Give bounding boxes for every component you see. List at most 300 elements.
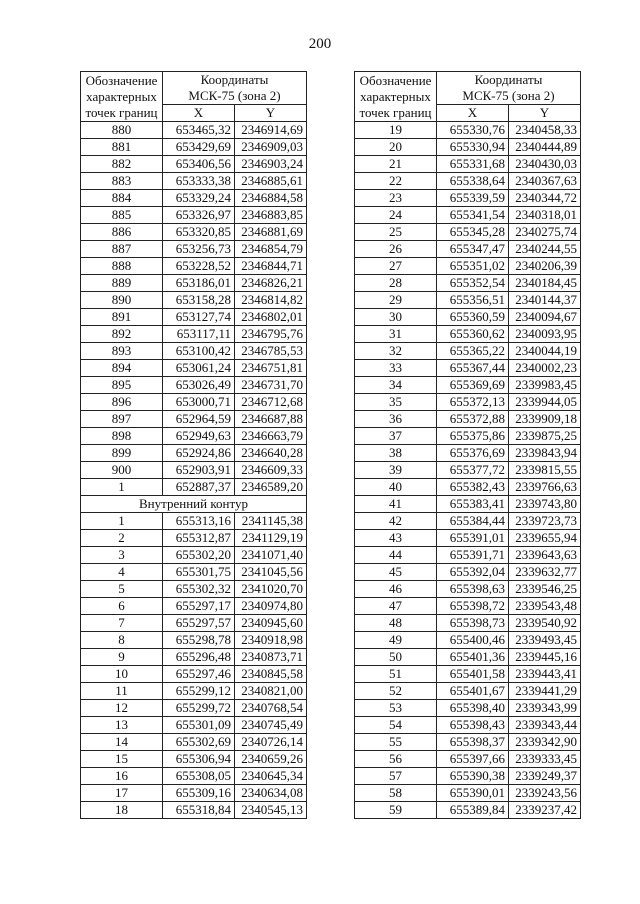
y-coordinate-cell: 2339333,45: [509, 751, 581, 768]
x-coordinate-cell: 655384,44: [437, 513, 509, 530]
table-row: [355, 496, 581, 513]
x-coordinate-cell: 655352,54: [437, 275, 509, 292]
table-row: [355, 530, 581, 547]
x-coordinate-cell: 655401,67: [437, 683, 509, 700]
header-designation-line2: характерных: [86, 88, 157, 104]
y-coordinate-cell: 2340275,74: [509, 224, 581, 241]
table-row: [355, 241, 581, 258]
table-row: [355, 751, 581, 768]
x-coordinate-cell: 655398,73: [437, 615, 509, 632]
point-number-cell: 38: [355, 445, 437, 462]
y-coordinate-cell: 2346814,82: [235, 292, 307, 309]
y-coordinate-cell: 2339243,56: [509, 785, 581, 802]
table-row: [81, 445, 307, 462]
x-coordinate-cell: 655389,84: [437, 802, 509, 819]
table-row: [355, 428, 581, 445]
point-number-cell: 57: [355, 768, 437, 785]
point-number-cell: 900: [81, 462, 163, 479]
x-coordinate-cell: 653000,71: [163, 394, 235, 411]
point-number-cell: 33: [355, 360, 437, 377]
x-coordinate-cell: 655398,40: [437, 700, 509, 717]
y-coordinate-cell: 2340344,72: [509, 190, 581, 207]
table-row: [81, 309, 307, 326]
point-number-cell: 893: [81, 343, 163, 360]
y-coordinate-cell: 2346640,28: [235, 445, 307, 462]
table-row: [81, 122, 307, 139]
point-number-cell: 39: [355, 462, 437, 479]
point-number-cell: 27: [355, 258, 437, 275]
point-number-cell: 895: [81, 377, 163, 394]
y-coordinate-cell: 2340093,95: [509, 326, 581, 343]
y-coordinate-cell: 2339343,99: [509, 700, 581, 717]
table-row: [81, 632, 307, 649]
x-coordinate-cell: 655351,02: [437, 258, 509, 275]
table-row: [355, 275, 581, 292]
point-number-cell: 29: [355, 292, 437, 309]
y-coordinate-cell: 2340144,37: [509, 292, 581, 309]
table-row: [81, 598, 307, 615]
point-number-cell: 884: [81, 190, 163, 207]
x-coordinate-cell: 653117,11: [163, 326, 235, 343]
x-coordinate-cell: 655360,62: [437, 326, 509, 343]
y-coordinate-cell: 2340726,14: [235, 734, 307, 751]
x-coordinate-cell: 652887,37: [163, 479, 235, 496]
x-coordinate-cell: 655372,13: [437, 394, 509, 411]
table-row: [81, 666, 307, 683]
point-number-cell: 42: [355, 513, 437, 530]
y-coordinate-cell: 2340545,13: [235, 802, 307, 819]
y-coordinate-cell: 2346687,88: [235, 411, 307, 428]
point-number-cell: 12: [81, 700, 163, 717]
y-coordinate-cell: 2340184,45: [509, 275, 581, 292]
x-coordinate-cell: 652949,63: [163, 428, 235, 445]
point-number-cell: 890: [81, 292, 163, 309]
x-coordinate-cell: 655297,46: [163, 666, 235, 683]
x-coordinate-cell: 653158,28: [163, 292, 235, 309]
point-number-cell: 13: [81, 717, 163, 734]
y-coordinate-cell: 2341020,70: [235, 581, 307, 598]
point-number-cell: 10: [81, 666, 163, 683]
header-system: [163, 88, 307, 105]
y-coordinate-cell: 2340974,80: [235, 598, 307, 615]
point-number-cell: 3: [81, 547, 163, 564]
y-coordinate-cell: 2339643,63: [509, 547, 581, 564]
table-row: [81, 581, 307, 598]
y-coordinate-cell: 2339445,16: [509, 649, 581, 666]
y-coordinate-cell: 2340645,34: [235, 768, 307, 785]
table-row: [81, 394, 307, 411]
header-y: Y: [509, 105, 581, 122]
x-coordinate-cell: 655299,72: [163, 700, 235, 717]
point-number-cell: 28: [355, 275, 437, 292]
y-coordinate-cell: 2340821,00: [235, 683, 307, 700]
table-row: [81, 649, 307, 666]
point-number-cell: 897: [81, 411, 163, 428]
x-coordinate-cell: 655312,87: [163, 530, 235, 547]
y-coordinate-cell: 2340002,23: [509, 360, 581, 377]
table-row: [81, 207, 307, 224]
point-number-cell: 8: [81, 632, 163, 649]
y-coordinate-cell: 2340206,39: [509, 258, 581, 275]
header-coordinates: [437, 72, 581, 89]
table-row: [355, 292, 581, 309]
header-coordinates-line2: МСК-75 (зона 2): [188, 88, 281, 103]
x-coordinate-cell: 655401,36: [437, 649, 509, 666]
point-number-cell: 59: [355, 802, 437, 819]
y-coordinate-cell: 2339766,63: [509, 479, 581, 496]
table-row: [81, 734, 307, 751]
table-row: [355, 564, 581, 581]
y-coordinate-cell: 2340458,33: [509, 122, 581, 139]
section-label: Внутренний контур: [81, 496, 307, 513]
y-coordinate-cell: 2346751,81: [235, 360, 307, 377]
x-coordinate-cell: 655296,48: [163, 649, 235, 666]
y-coordinate-cell: 2339944,05: [509, 394, 581, 411]
y-coordinate-cell: 2340845,58: [235, 666, 307, 683]
table-row: [355, 122, 581, 139]
table-row: [355, 224, 581, 241]
x-coordinate-cell: 655360,59: [437, 309, 509, 326]
point-number-cell: 889: [81, 275, 163, 292]
y-coordinate-cell: 2346663,79: [235, 428, 307, 445]
x-coordinate-cell: 655398,37: [437, 734, 509, 751]
y-coordinate-cell: 2339875,25: [509, 428, 581, 445]
point-number-cell: 886: [81, 224, 163, 241]
point-number-cell: 1: [81, 513, 163, 530]
y-coordinate-cell: 2346826,21: [235, 275, 307, 292]
table-row: [355, 360, 581, 377]
point-number-cell: 888: [81, 258, 163, 275]
x-coordinate-cell: 655330,76: [437, 122, 509, 139]
y-coordinate-cell: 2339441,29: [509, 683, 581, 700]
x-coordinate-cell: 655302,32: [163, 581, 235, 598]
y-coordinate-cell: 2339723,73: [509, 513, 581, 530]
x-coordinate-cell: 653429,69: [163, 139, 235, 156]
y-coordinate-cell: 2340044,19: [509, 343, 581, 360]
table-row: [81, 462, 307, 479]
point-number-cell: 48: [355, 615, 437, 632]
point-number-cell: 24: [355, 207, 437, 224]
y-coordinate-cell: 2341071,40: [235, 547, 307, 564]
x-coordinate-cell: 655398,72: [437, 598, 509, 615]
point-number-cell: 58: [355, 785, 437, 802]
y-coordinate-cell: 2346712,68: [235, 394, 307, 411]
table-row: [355, 649, 581, 666]
point-number-cell: 4: [81, 564, 163, 581]
table-row: [81, 615, 307, 632]
point-number-cell: 25: [355, 224, 437, 241]
table-row: [81, 751, 307, 768]
point-number-cell: 898: [81, 428, 163, 445]
y-coordinate-cell: 2340745,49: [235, 717, 307, 734]
y-coordinate-cell: 2339342,90: [509, 734, 581, 751]
x-coordinate-cell: 655313,16: [163, 513, 235, 530]
point-number-cell: 34: [355, 377, 437, 394]
table-row: [355, 768, 581, 785]
point-number-cell: 894: [81, 360, 163, 377]
header-coordinates-line2: МСК-75 (зона 2): [462, 88, 555, 103]
table-row: [355, 139, 581, 156]
y-coordinate-cell: 2346802,01: [235, 309, 307, 326]
x-coordinate-cell: 655301,75: [163, 564, 235, 581]
table-row: [355, 479, 581, 496]
x-coordinate-cell: 655345,28: [437, 224, 509, 241]
table-row: [355, 156, 581, 173]
y-coordinate-cell: 2346883,85: [235, 207, 307, 224]
y-coordinate-cell: 2339815,55: [509, 462, 581, 479]
point-number-cell: 17: [81, 785, 163, 802]
header-coordinates: [163, 72, 307, 89]
x-coordinate-cell: 655382,43: [437, 479, 509, 496]
y-coordinate-cell: 2339443,41: [509, 666, 581, 683]
point-number-cell: 1: [81, 479, 163, 496]
x-coordinate-cell: 655367,44: [437, 360, 509, 377]
point-number-cell: 51: [355, 666, 437, 683]
table-row: [81, 343, 307, 360]
point-number-cell: 21: [355, 156, 437, 173]
header-designation: [81, 72, 163, 122]
x-coordinate-cell: 653026,49: [163, 377, 235, 394]
point-number-cell: 20: [355, 139, 437, 156]
point-number-cell: 887: [81, 241, 163, 258]
table-row: [81, 326, 307, 343]
x-coordinate-cell: 652964,59: [163, 411, 235, 428]
y-coordinate-cell: 2346844,71: [235, 258, 307, 275]
point-number-cell: 30: [355, 309, 437, 326]
point-number-cell: 11: [81, 683, 163, 700]
x-coordinate-cell: 653127,74: [163, 309, 235, 326]
table-body-right: [355, 122, 581, 819]
table-row: [81, 292, 307, 309]
x-coordinate-cell: 655330,94: [437, 139, 509, 156]
point-number-cell: 47: [355, 598, 437, 615]
header-designation-line3: точек границ: [85, 104, 158, 120]
table-row: [81, 768, 307, 785]
point-number-cell: 885: [81, 207, 163, 224]
table-row: [355, 547, 581, 564]
table-row: [81, 275, 307, 292]
x-coordinate-cell: 655365,22: [437, 343, 509, 360]
page-number: 200: [308, 36, 332, 52]
point-number-cell: 41: [355, 496, 437, 513]
point-number-cell: 31: [355, 326, 437, 343]
y-coordinate-cell: 2346795,76: [235, 326, 307, 343]
y-coordinate-cell: 2346884,58: [235, 190, 307, 207]
y-coordinate-cell: 2340873,71: [235, 649, 307, 666]
y-coordinate-cell: 2346609,33: [235, 462, 307, 479]
x-coordinate-cell: 655301,09: [163, 717, 235, 734]
point-number-cell: 896: [81, 394, 163, 411]
y-coordinate-cell: 2339546,25: [509, 581, 581, 598]
y-coordinate-cell: 2340918,98: [235, 632, 307, 649]
x-coordinate-cell: 655308,05: [163, 768, 235, 785]
x-coordinate-cell: 652924,86: [163, 445, 235, 462]
point-number-cell: 7: [81, 615, 163, 632]
point-number-cell: 880: [81, 122, 163, 139]
point-number-cell: 46: [355, 581, 437, 598]
table-row: [355, 445, 581, 462]
x-coordinate-cell: 655375,86: [437, 428, 509, 445]
point-number-cell: 26: [355, 241, 437, 258]
table-row: [355, 717, 581, 734]
table-row: [355, 258, 581, 275]
point-number-cell: 19: [355, 122, 437, 139]
table-row: [355, 411, 581, 428]
x-coordinate-cell: 655318,84: [163, 802, 235, 819]
y-coordinate-cell: 2346785,53: [235, 343, 307, 360]
y-coordinate-cell: 2339237,42: [509, 802, 581, 819]
table-row: [355, 173, 581, 190]
point-number-cell: 56: [355, 751, 437, 768]
table-row: [355, 394, 581, 411]
x-coordinate-cell: 655391,01: [437, 530, 509, 547]
y-coordinate-cell: 2339543,48: [509, 598, 581, 615]
table-row: [355, 581, 581, 598]
x-coordinate-cell: 655372,88: [437, 411, 509, 428]
x-coordinate-cell: 655302,69: [163, 734, 235, 751]
point-number-cell: 883: [81, 173, 163, 190]
table-row: [355, 632, 581, 649]
x-coordinate-cell: 655309,16: [163, 785, 235, 802]
x-coordinate-cell: 655338,64: [437, 173, 509, 190]
y-coordinate-cell: 2339493,45: [509, 632, 581, 649]
x-coordinate-cell: 653326,97: [163, 207, 235, 224]
x-coordinate-cell: 653100,42: [163, 343, 235, 360]
y-coordinate-cell: 2346885,61: [235, 173, 307, 190]
x-coordinate-cell: 655302,20: [163, 547, 235, 564]
point-number-cell: 18: [81, 802, 163, 819]
table-row: [355, 666, 581, 683]
table-row: [81, 258, 307, 275]
header-designation-line1: Обозначение: [85, 72, 158, 88]
x-coordinate-cell: 653061,24: [163, 360, 235, 377]
y-coordinate-cell: 2340318,01: [509, 207, 581, 224]
y-coordinate-cell: 2346909,03: [235, 139, 307, 156]
x-coordinate-cell: 655306,94: [163, 751, 235, 768]
point-number-cell: 53: [355, 700, 437, 717]
table-row: [355, 462, 581, 479]
header-designation-line1: Обозначение: [359, 72, 432, 88]
table-row: [355, 190, 581, 207]
table-row: [81, 139, 307, 156]
point-number-cell: 49: [355, 632, 437, 649]
y-coordinate-cell: 2339655,94: [509, 530, 581, 547]
table-row: [81, 173, 307, 190]
x-coordinate-cell: 653320,85: [163, 224, 235, 241]
table-row: [81, 496, 307, 513]
x-coordinate-cell: 653465,32: [163, 122, 235, 139]
x-coordinate-cell: 655376,69: [437, 445, 509, 462]
point-number-cell: 40: [355, 479, 437, 496]
point-number-cell: 22: [355, 173, 437, 190]
point-number-cell: 44: [355, 547, 437, 564]
table-row: [355, 785, 581, 802]
x-coordinate-cell: 655299,12: [163, 683, 235, 700]
y-coordinate-cell: 2339743,80: [509, 496, 581, 513]
header-designation: [355, 72, 437, 122]
x-coordinate-cell: 655392,04: [437, 564, 509, 581]
y-coordinate-cell: 2340430,03: [509, 156, 581, 173]
point-number-cell: 5: [81, 581, 163, 598]
table-row: [81, 224, 307, 241]
point-number-cell: 891: [81, 309, 163, 326]
point-number-cell: 32: [355, 343, 437, 360]
table-row: [81, 360, 307, 377]
point-number-cell: 45: [355, 564, 437, 581]
header-y: Y: [235, 105, 307, 122]
y-coordinate-cell: 2340244,55: [509, 241, 581, 258]
x-coordinate-cell: 655341,54: [437, 207, 509, 224]
y-coordinate-cell: 2339343,44: [509, 717, 581, 734]
y-coordinate-cell: 2339540,92: [509, 615, 581, 632]
y-coordinate-cell: 2339632,77: [509, 564, 581, 581]
y-coordinate-cell: 2346731,70: [235, 377, 307, 394]
table-row: [355, 207, 581, 224]
y-coordinate-cell: 2341145,38: [235, 513, 307, 530]
y-coordinate-cell: 2346589,20: [235, 479, 307, 496]
table-row: [355, 513, 581, 530]
y-coordinate-cell: 2340094,67: [509, 309, 581, 326]
table-row: [355, 734, 581, 751]
x-coordinate-cell: 655397,66: [437, 751, 509, 768]
coordinates-table-right: [354, 71, 581, 819]
table-row: [81, 802, 307, 819]
y-coordinate-cell: 2339249,37: [509, 768, 581, 785]
x-coordinate-cell: 655390,38: [437, 768, 509, 785]
x-coordinate-cell: 655391,71: [437, 547, 509, 564]
x-coordinate-cell: 655390,01: [437, 785, 509, 802]
point-number-cell: 52: [355, 683, 437, 700]
table-row: [81, 190, 307, 207]
header-x: X: [437, 105, 509, 122]
point-number-cell: 899: [81, 445, 163, 462]
y-coordinate-cell: 2339909,18: [509, 411, 581, 428]
table-row: [355, 343, 581, 360]
x-coordinate-cell: 655369,69: [437, 377, 509, 394]
y-coordinate-cell: 2341129,19: [235, 530, 307, 547]
table-row: [355, 309, 581, 326]
table-row: [81, 683, 307, 700]
y-coordinate-cell: 2340367,63: [509, 173, 581, 190]
header-x: X: [163, 105, 235, 122]
y-coordinate-cell: 2346903,24: [235, 156, 307, 173]
y-coordinate-cell: 2346881,69: [235, 224, 307, 241]
x-coordinate-cell: 655297,57: [163, 615, 235, 632]
x-coordinate-cell: 655398,63: [437, 581, 509, 598]
table-row: [81, 564, 307, 581]
table-row: [81, 717, 307, 734]
point-number-cell: 35: [355, 394, 437, 411]
table-row: [81, 411, 307, 428]
point-number-cell: 892: [81, 326, 163, 343]
table-row: [81, 530, 307, 547]
point-number-cell: 15: [81, 751, 163, 768]
header-designation-line3: точек границ: [359, 104, 432, 120]
y-coordinate-cell: 2340634,08: [235, 785, 307, 802]
y-coordinate-cell: 2346914,69: [235, 122, 307, 139]
table-row: [81, 428, 307, 445]
y-coordinate-cell: 2339983,45: [509, 377, 581, 394]
x-coordinate-cell: 655297,17: [163, 598, 235, 615]
point-number-cell: 50: [355, 649, 437, 666]
table-row: [81, 700, 307, 717]
point-number-cell: 43: [355, 530, 437, 547]
point-number-cell: 14: [81, 734, 163, 751]
x-coordinate-cell: 655356,51: [437, 292, 509, 309]
point-number-cell: 37: [355, 428, 437, 445]
y-coordinate-cell: 2340444,89: [509, 139, 581, 156]
point-number-cell: 882: [81, 156, 163, 173]
